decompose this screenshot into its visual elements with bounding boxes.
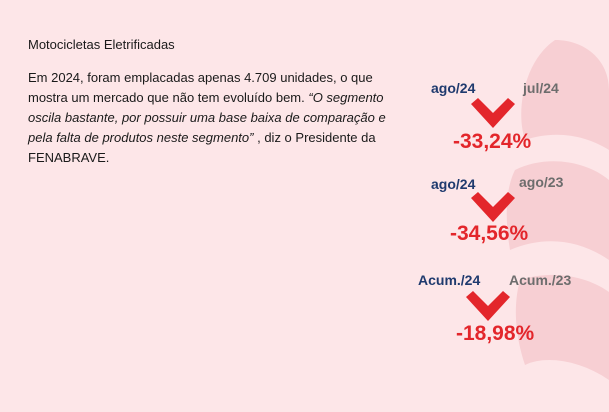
chevron-down-icon xyxy=(471,98,515,128)
paragraph-intro: Em 2024, foram emplacadas apenas 4.709 unidades, o que mostra um mercado que não tem evoluído bem. xyxy=(28,70,373,105)
paragraph-outro: , diz o Presidente da FENABRAVE. xyxy=(28,130,376,165)
section-title: Motocicletas Eletrificadas xyxy=(28,37,175,52)
comparison-month-over-month xyxy=(425,78,605,158)
paragraph-quote: “O segmento oscila bastante, por possuir uma base baixa de comparação e pela falta de produtos neste segmento” xyxy=(28,90,386,145)
comparison-change-value: -34,56% xyxy=(450,222,529,245)
comparison-current-label: ago/24 xyxy=(431,176,476,192)
comparison-accumulated xyxy=(418,270,598,350)
comparison-current-label: Acum./24 xyxy=(418,272,481,288)
chevron-down-icon xyxy=(471,192,515,222)
chevron-down-icon xyxy=(466,291,510,321)
body-paragraph xyxy=(28,68,398,168)
comparison-previous-label: jul/24 xyxy=(523,80,559,96)
comparison-previous-label: Acum./23 xyxy=(509,272,572,288)
comparison-change-value: -33,24% xyxy=(453,130,532,153)
comparison-current-label: ago/24 xyxy=(431,80,476,96)
comparison-year-over-year xyxy=(425,174,605,254)
comparison-change-value: -18,98% xyxy=(456,322,535,345)
comparison-previous-label: ago/23 xyxy=(519,174,564,190)
